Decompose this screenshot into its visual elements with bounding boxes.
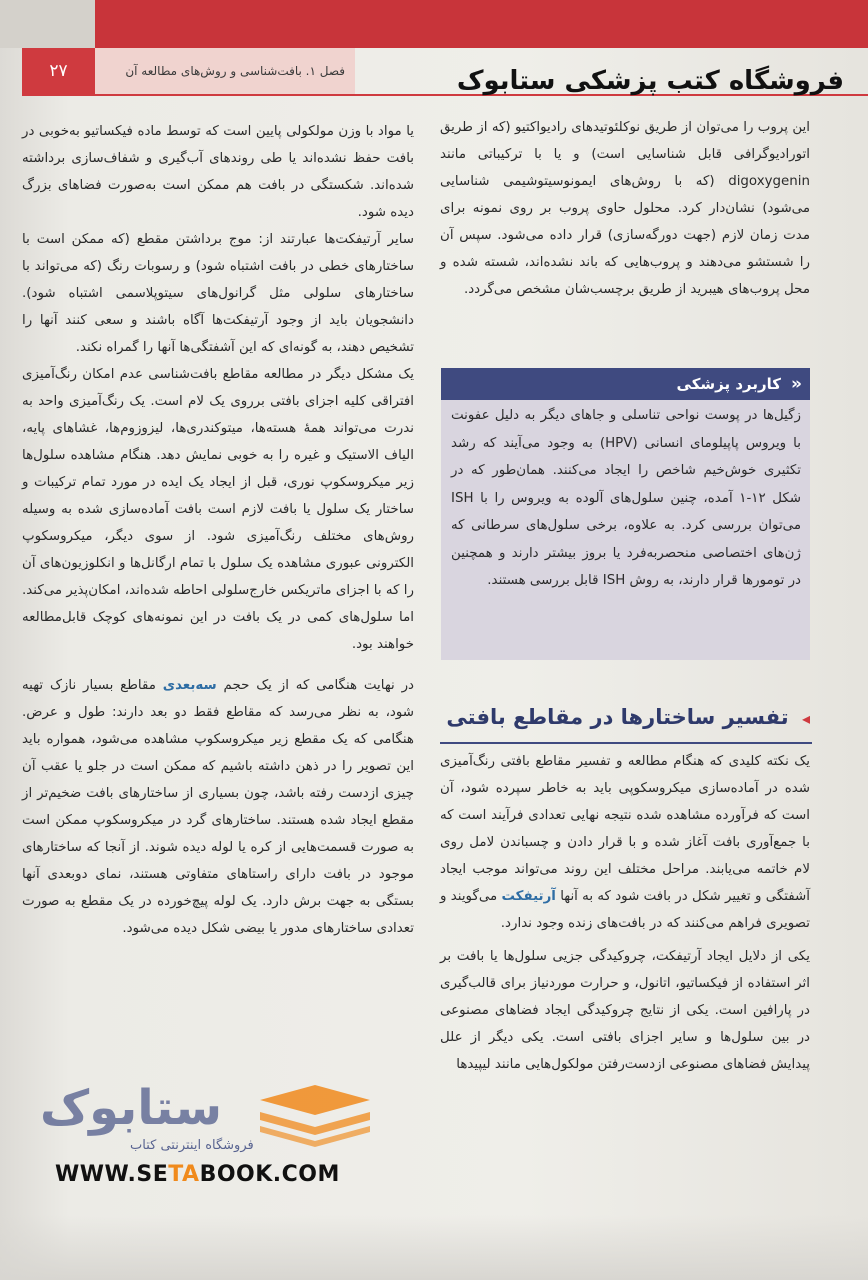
left-paragraph-3: یک مشکل دیگر در مطالعه مقاطع بافت‌شناسی عدم امکان رنگ‌آمیزی افتراقی کلیه اجزای بافتی برروی یک لام است. یک رنگ‌آمیزی واحد به ندرت می‌تواند همهٔ هسته‌ها، میتوکندری‌ها، لیزوزوم‌ها، غشاهای پایه، الیاف الاستیک و غیره را به خوبی نمایش دهد. هنگام مشاهده سلول‌ها زیر میکروسکوپ نوری، قبل از ایجاد یک ایده در مورد تمام ترکیبات و ساختار یک سلول یا بافت لازم است بافت آماده‌سازی شده به وسیله روش‌های مختلف رنگ‌آمیزی شود. از سوی دیگر، میکروسکوپ الکترونی عبوری مشاهده یک سلول با تمام ارگانل‌ها و انکلوزیون‌های آن را که با اجزای ماتریکس خارج‌سلولی احاطه شده‌اند، امکان‌پذیر می‌کند. اما سلول‌های کمی در یک بافت در این نمونه‌های کوچک قابل‌مطالعه خواهند بود. [22, 367, 414, 652]
url-accent: TA [168, 1162, 200, 1187]
page-number: ۲۷ [22, 48, 95, 94]
left-paragraph-2: سایر آرتیفکت‌ها عبارتند از: موج برداشتن مقطع (که ممکن است با ساختارهای خطی در بافت اشتباه شود) و رسوبات رنگ (که می‌تواند با ساختارهای سلولی مثل گرانول‌های سیتوپلاسمی اشتباه شود). دانشجویان باید از وجود آرتیفکت‌ها آگاه باشند و سعی کنند آنها را تشخیص دهند، به گونه‌ای که این آشفتگی‌ها آنها را گمراه نکند. [22, 232, 414, 355]
left-p4-text-a: در نهایت هنگامی که از یک حجم [223, 678, 415, 693]
left-column [22, 118, 414, 942]
clinical-box-heading: کاربرد پزشکی [676, 375, 782, 393]
intro-paragraph: این پروب را می‌توان از طریق نوکلئوتیدهای رادیواکتیو (که از طریق اتورادیوگرافی قابل شناسایی است) و یا با ترکیباتی مانند digoxygenin (که با روش‌های ایمونوسیتوشیمی شناسایی می‌شود) نشان‌دار کرد. محلول حاوی پروب بر روی نمونه برای مدت زمان لازم (جهت دورگه‌سازی) قرار داده می‌شود. سپس آن را شستشو می‌دهند و پروب‌هایی که باند نشده‌اند، شسته شده و محل پروب‌های هیبرید از طریق برچسب‌شان مشخص می‌گردد. [440, 120, 810, 297]
left-paragraph-1: یا مواد با وزن مولکولی پایین است که توسط ماده فیکساتیو به‌خوبی در بافت حفظ نشده‌اند یا طی روندهای آب‌گیری و شفاف‌سازی برداشته شده‌اند. شکستگی در بافت هم ممکن است به‌صورت فضاهای بزرگ دیده شود. [22, 124, 414, 220]
clinical-application-box [441, 368, 810, 660]
url-part-1: WWW.SE [55, 1162, 169, 1187]
term-three-dimensional: سه‌بعدی [162, 678, 217, 693]
section-p1-text-b: می‌گویند و تصویری فراهم می‌کنند که در بافت‌های زنده وجود ندارد. [440, 889, 810, 931]
store-url[interactable] [55, 1162, 340, 1187]
right-column-intro [440, 114, 810, 303]
section-paragraph-1 [440, 748, 810, 937]
section-body [440, 748, 810, 1078]
top-margin-left [0, 0, 95, 48]
url-part-2: BOOK.COM [199, 1162, 340, 1187]
chevron-icon: « [791, 374, 802, 394]
watermark-logo-text: ستابوک [40, 1080, 223, 1136]
section-p1-text-a: یک نکته کلیدی که هنگام مطالعه و تفسیر مقاطع بافتی رنگ‌آمیزی شده در آماده‌سازی میکروسکوپی باید به خاطر سپرده شود، آن است که فرآورده مشاهده شده نتیجه نهایی تعدادی فرآیند است که با جمع‌آوری بافت آغاز شده و با قرار دادن و چسباندن لامل روی لام خاتمه می‌یابند. مراحل مختلف این روند می‌تواند موجب ایجاد آشفتگی و تغییر شکل در بافت شود که به آنها [440, 754, 811, 904]
section-heading [440, 705, 810, 729]
page-bottom-shadow [0, 1215, 868, 1280]
left-p4-text-b: مقاطع بسیار نازک تهیه شود، به نظر می‌رسد که مقاطع فقط دو بعد دارند: طول و عرض. هنگامی که یک مقطع زیر میکروسکوپ مشاهده می‌شود، همواره باید این تصویر را در ذهن داشته باشیم که ممکن است در جلو یا عقب آن چیزی ازدست رفته باشد، چون بسیاری از ساختارهای بافت ضخیم‌تر از مقطع ایجاد شده هستند. ساختارهای گرد در میکروسکوپ ممکن است به صورت قسمت‌هایی از کره یا لوله دیده شوند. از آنجا که ساختارهای موجود در بافت دارای راستاهای متفاوتی هستند، نمای دوبعدی آنها بستگی به جهت برش دارد. یک لوله پیچ‌خورده در یک مقطع به صورت تعدادی ساختارهای مدور یا بیضی شکل دیده می‌شود. [22, 678, 414, 936]
book-stack-logo-icon [250, 1080, 380, 1150]
watermark-subtitle: فروشگاه اینترنتی کتاب [130, 1138, 254, 1153]
section-title: تفسیر ساختارها در مقاطع بافتی [446, 705, 789, 729]
store-banner: فروشگاه کتب پزشکی ستابوک [456, 66, 844, 96]
section-paragraph-2: یکی از دلایل ایجاد آرتیفکت، چروکیدگی جزیی سلول‌ها یا بافت بر اثر استفاده از فیکساتیو، اتانول، و حرارت موردنیاز برای قالب‌گیری در پارافین است. یکی از نتایج چروکیدگی ایجاد فضاهای مصنوعی در بین سلول‌ها و سایر اجزای بافتی است. یکی دیگر از علل پیدایش فضاهای مصنوعی ازدست‌رفتن مولکول‌هایی مانند لیپیدها [440, 949, 810, 1072]
running-head: فصل ۱. بافت‌شناسی و روش‌های مطالعه آن [95, 48, 355, 94]
term-artifact: آرتیفکت [501, 889, 556, 904]
section-marker-icon: ◂ [801, 709, 810, 728]
section-rule [440, 742, 812, 744]
clinical-box-body: زگیل‌ها در پوست نواحی تناسلی و جاهای دیگر به دلیل عفونت با ویروس پاپیلومای انسانی (HPV) به وجود می‌آیند که رشد تکثیری خوش‌خیم شاخص را ایجاد می‌کنند. همان‌طور که در شکل ۱۲-۱ آمده، چنین سلول‌های آلوده به ویروس را با ISH می‌توان بررسی کرد. به علاوه، برخی سلول‌های سرطانی که ژن‌های اختصاصی منحصربه‌فرد یا بروز بیشتر دارند و همچنین در تومورها قرار دارند، به روش ISH قابل بررسی هستند. [451, 408, 801, 588]
left-paragraph-4 [22, 672, 414, 942]
top-color-band [95, 0, 868, 48]
clinical-box-header [441, 368, 810, 400]
